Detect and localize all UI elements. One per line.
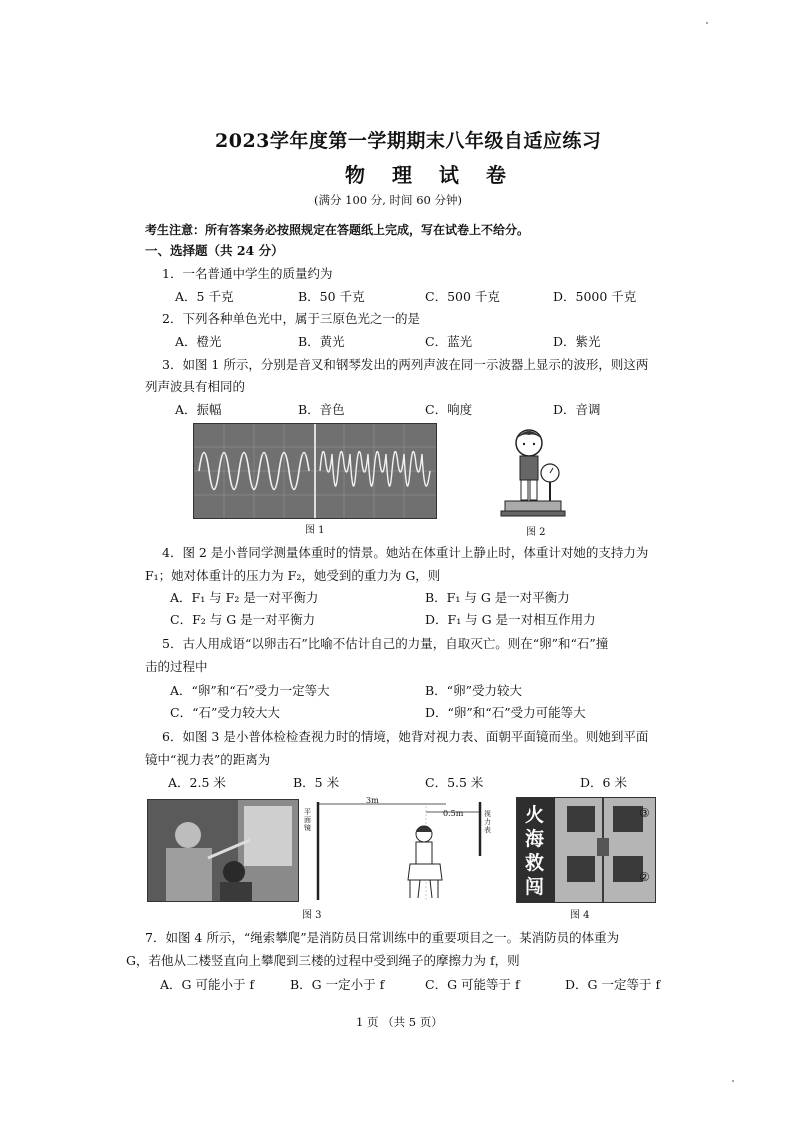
section-heading: 一、选择题（共 24 分） xyxy=(145,243,284,258)
figure-2-scale-illustration xyxy=(487,425,577,521)
banner-char-2: 海 xyxy=(525,828,545,850)
banner-char-1: 火 xyxy=(525,804,545,826)
q1-option-c: C．500 千克 xyxy=(425,289,500,304)
figure-4-caption: 图 4 xyxy=(570,910,590,921)
q4-stem-line2: F₁；她对体重计的压力为 F₂，她受到的重力为 G，则 xyxy=(145,568,441,583)
q7-option-d: D．G 一定等于 f xyxy=(565,977,661,992)
page-footer: 1 页 （共 5 页） xyxy=(356,1015,443,1029)
banner-char-3: 救 xyxy=(525,852,545,874)
q6-stem-line2: 镜中“视力表”的距离为 xyxy=(145,752,271,767)
figure-3-caption: 图 3 xyxy=(302,910,322,921)
q5-stem-line2: 击的过程中 xyxy=(145,659,208,674)
q2-stem: 2．下列各种单色光中，属于三原色光之一的是 xyxy=(162,311,420,326)
q6-option-a: A．2.5 米 xyxy=(168,775,226,790)
distance-label-0-5m: 0.5m xyxy=(443,809,464,818)
exam-note: (满分 100 分, 时间 60 分钟) xyxy=(314,193,462,207)
exam-title: 2023学年度第一学期期末八年级自适应练习 xyxy=(215,130,602,152)
q4-stem-line1: 4．图 2 是小普同学测量体重时的情景。她站在体重计上静止时，体重计对她的支持力为 xyxy=(162,545,649,560)
distance-label-3m: 3m xyxy=(366,796,379,805)
q5-option-d: D．“卵”和“石”受力可能等大 xyxy=(425,705,586,720)
q4-option-c: C．F₂ 与 G 是一对平衡力 xyxy=(170,612,316,627)
q3-option-c: C．响度 xyxy=(425,402,473,417)
student-on-scale-image xyxy=(487,425,577,521)
eye-exam-photo xyxy=(148,800,298,901)
figure-1-caption: 图 1 xyxy=(305,525,325,536)
q3-option-a: A．振幅 xyxy=(175,402,222,417)
q1-option-b: B．50 千克 xyxy=(298,289,365,304)
eye-chart-label: 视力表 xyxy=(484,810,491,834)
q3-stem-line1: 3．如图 1 所示，分别是音叉和钢琴发出的两列声波在同一示波器上显示的波形，则这两 xyxy=(162,357,649,372)
figure-3-photo xyxy=(147,799,299,902)
q5-option-b: B．“卵”受力较大 xyxy=(425,683,522,698)
scan-speck xyxy=(732,1080,734,1082)
q1-option-d: D．5000 千克 xyxy=(553,289,637,304)
q7-stem-line1: 7．如图 4 所示，“绳索攀爬”是消防员日常训练中的重要项目之一。某消防员的体重为 xyxy=(145,930,620,945)
q6-option-b: B．5 米 xyxy=(293,775,340,790)
q2-option-d: D．紫光 xyxy=(553,334,601,349)
q1-option-a: A．5 千克 xyxy=(175,289,234,304)
banner-char-4: 闯 xyxy=(525,876,545,898)
q7-option-b: B．G 一定小于 f xyxy=(290,977,385,992)
q2-option-b: B．黄光 xyxy=(298,334,345,349)
figure-3-diagram xyxy=(300,796,496,904)
mirror-distance-diagram xyxy=(300,796,496,904)
floor-marker-3: ③ xyxy=(639,806,650,820)
q4-option-a: A．F₁ 与 F₂ 是一对平衡力 xyxy=(170,590,319,605)
q7-option-a: A．G 可能小于 f xyxy=(160,977,255,992)
q7-stem-line2: G，若他从二楼竖直向上攀爬到三楼的过程中受到绳子的摩擦力为 f，则 xyxy=(126,953,520,968)
q3-option-b: B．音色 xyxy=(298,402,345,417)
q5-option-a: A．“卵”和“石”受力一定等大 xyxy=(170,683,330,698)
q7-option-c: C．G 可能等于 f xyxy=(425,977,520,992)
q3-stem-line2: 列声波具有相同的 xyxy=(145,379,246,394)
q5-option-c: C．“石”受力较大大 xyxy=(170,705,280,720)
notice: 考生注意：所有答案务必按照规定在答题纸上完成，写在试卷上不给分。 xyxy=(145,223,530,237)
q2-option-c: C．蓝光 xyxy=(425,334,473,349)
q6-option-c: C．5.5 米 xyxy=(425,775,484,790)
waveform-image xyxy=(194,424,436,518)
q4-option-b: B．F₁ 与 G 是一对平衡力 xyxy=(425,590,570,605)
scan-speck xyxy=(706,22,708,24)
q6-option-d: D．6 米 xyxy=(580,775,627,790)
q2-option-a: A．橙光 xyxy=(175,334,222,349)
exam-subtitle: 物 理 试 卷 xyxy=(345,163,516,187)
figure-4-photo xyxy=(516,797,656,903)
q5-stem-line1: 5．古人用成语“以卵击石”比喻不估计自己的力量，自取灭亡。则在“卵”和“石”撞 xyxy=(162,636,609,651)
figure-1-oscilloscope xyxy=(193,423,437,519)
floor-marker-2: ② xyxy=(639,870,650,884)
mirror-label: 平面镜 xyxy=(304,808,311,832)
q1-stem: 1．一名普通中学生的质量约为 xyxy=(162,266,333,281)
q6-stem-line1: 6．如图 3 是小普体检检查视力时的情境，她背对视力表、面朝平面镜而坐。则她到平面 xyxy=(162,729,649,744)
q4-option-d: D．F₁ 与 G 是一对相互作用力 xyxy=(425,612,596,627)
figure-2-caption: 图 2 xyxy=(526,527,546,538)
q3-option-d: D．音调 xyxy=(553,402,601,417)
